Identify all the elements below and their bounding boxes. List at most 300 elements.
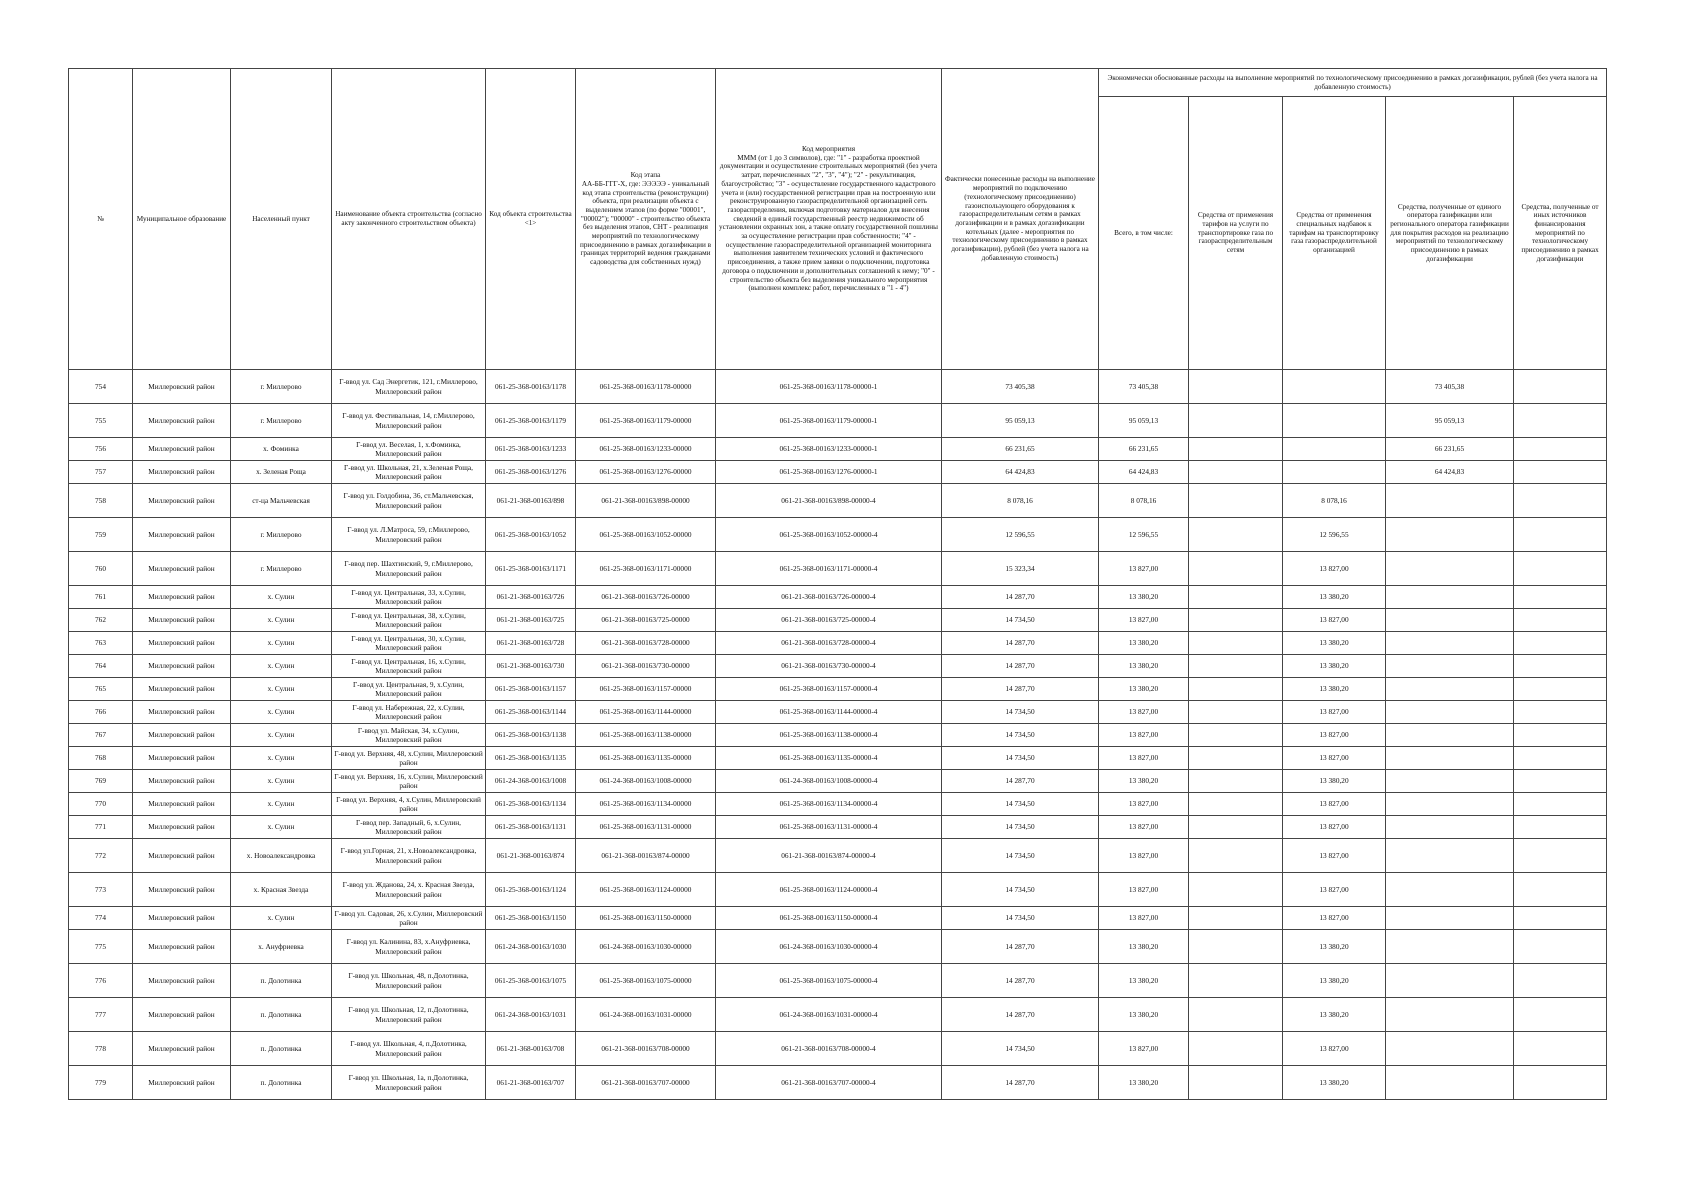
cell-num: 755: [69, 404, 133, 438]
cell-num: 775: [69, 930, 133, 964]
cell-event-code: 061-25-368-00163/1134-00000-4: [716, 793, 942, 816]
table-row: [69, 930, 1607, 964]
cell-stage-code: 061-25-368-00163/1135-00000: [576, 747, 716, 770]
cell-other-sources: [1514, 1032, 1607, 1066]
cell-other-sources: [1514, 632, 1607, 655]
cell-settlement: х. Сулин: [231, 632, 332, 655]
cell-actual-costs: 14 287,70: [942, 770, 1099, 793]
cell-total: 13 380,20: [1099, 655, 1189, 678]
cell-object-code: 061-25-368-00163/1052: [486, 518, 576, 552]
cell-object-name: Г-ввод ул. Школьная, 1а, п.Долотинка, Миллеровский район: [332, 1066, 486, 1100]
cell-actual-costs: 95 059,13: [942, 404, 1099, 438]
cell-municipality: Миллеровский район: [133, 655, 231, 678]
cell-single-operator: [1386, 873, 1514, 907]
cell-num: 768: [69, 747, 133, 770]
cell-num: 771: [69, 816, 133, 839]
cell-event-code: 061-24-368-00163/1008-00000-4: [716, 770, 942, 793]
cell-object-code: 061-21-368-00163/898: [486, 484, 576, 518]
cell-num: 754: [69, 370, 133, 404]
cell-municipality: Миллеровский район: [133, 964, 231, 998]
table-row: [69, 586, 1607, 609]
cell-actual-costs: 14 287,70: [942, 655, 1099, 678]
cell-event-code: 061-25-368-00163/1135-00000-4: [716, 747, 942, 770]
cell-total: 13 827,00: [1099, 839, 1189, 873]
cell-settlement: г. Миллерово: [231, 404, 332, 438]
cell-stage-code: 061-25-368-00163/1131-00000: [576, 816, 716, 839]
cell-settlement: г. Миллерово: [231, 552, 332, 586]
cell-settlement: х. Сулин: [231, 793, 332, 816]
cell-single-operator: 66 231,65: [1386, 438, 1514, 461]
cell-special-markup: [1283, 461, 1386, 484]
cell-actual-costs: 14 287,70: [942, 964, 1099, 998]
cell-total: 13 827,00: [1099, 907, 1189, 930]
cell-actual-costs: 14 734,50: [942, 724, 1099, 747]
cell-object-name: Г-ввод ул. Л.Матроса, 59, г.Миллерово, Миллеровский район: [332, 518, 486, 552]
col-object-name-header: Наименование объекта строительства (согласно акту законченного строительством объекта): [332, 69, 486, 370]
cell-stage-code: 061-25-368-00163/1134-00000: [576, 793, 716, 816]
cell-municipality: Миллеровский район: [133, 998, 231, 1032]
cell-actual-costs: 14 734,50: [942, 839, 1099, 873]
cell-tariff: [1189, 873, 1283, 907]
cell-actual-costs: 14 734,50: [942, 701, 1099, 724]
cell-tariff: [1189, 964, 1283, 998]
cell-single-operator: 73 405,38: [1386, 370, 1514, 404]
cell-object-code: 061-21-368-00163/874: [486, 839, 576, 873]
cell-object-name: Г-ввод ул. Верхняя, 48, х.Сулин, Миллеровский район: [332, 747, 486, 770]
table-row: [69, 747, 1607, 770]
cell-special-markup: 13 827,00: [1283, 609, 1386, 632]
cell-actual-costs: 14 734,50: [942, 816, 1099, 839]
cell-settlement: х. Сулин: [231, 907, 332, 930]
cell-special-markup: 13 380,20: [1283, 998, 1386, 1032]
cell-event-code: 061-25-368-00163/1131-00000-4: [716, 816, 942, 839]
cell-special-markup: 13 827,00: [1283, 793, 1386, 816]
cell-object-name: Г-ввод ул. Голдобина, 36, ст.Мальчевская, Миллеровский район: [332, 484, 486, 518]
cell-object-name: Г-ввод пер. Западный, 6, х.Сулин, Миллеровский район: [332, 816, 486, 839]
cell-tariff: [1189, 839, 1283, 873]
cell-stage-code: 061-25-368-00163/1276-00000: [576, 461, 716, 484]
cell-event-code: 061-25-368-00163/1124-00000-4: [716, 873, 942, 907]
cell-stage-code: 061-25-368-00163/1138-00000: [576, 724, 716, 747]
cell-settlement: г. Миллерово: [231, 518, 332, 552]
cell-total: 13 380,20: [1099, 964, 1189, 998]
cell-other-sources: [1514, 701, 1607, 724]
cell-other-sources: [1514, 816, 1607, 839]
cell-municipality: Миллеровский район: [133, 930, 231, 964]
cell-event-code: 061-21-368-00163/725-00000-4: [716, 609, 942, 632]
cell-num: 766: [69, 701, 133, 724]
col-single-operator-header: Средства, полученные от единого оператора газификации или регионального оператора газификации для покрытия расходов на реализацию мероприятий по технологическому присоединению в рамках догазификации: [1386, 97, 1514, 370]
cell-num: 756: [69, 438, 133, 461]
cell-other-sources: [1514, 724, 1607, 747]
cell-stage-code: 061-25-368-00163/1157-00000: [576, 678, 716, 701]
cell-single-operator: [1386, 770, 1514, 793]
cell-stage-code: 061-24-368-00163/1031-00000: [576, 998, 716, 1032]
cell-object-name: Г-ввод ул. Центральная, 9, х.Сулин, Миллеровский район: [332, 678, 486, 701]
cell-special-markup: 13 827,00: [1283, 552, 1386, 586]
cell-single-operator: [1386, 586, 1514, 609]
cell-single-operator: [1386, 518, 1514, 552]
cell-other-sources: [1514, 770, 1607, 793]
cell-municipality: Миллеровский район: [133, 404, 231, 438]
cell-single-operator: [1386, 552, 1514, 586]
col-stage-code-header: Код этапа АА-ББ-ГГГ-Х, где: ЭЭЭЭЭ - уникальный код этапа строительства (реконструкции) объекта, при реализации объекта с выделением этапов (по форме "00001", "00002"); "00000" - строительство объекта без выделения этапов, СНТ - реализация мероприятий по технологическому присоединению в рамках догазификации в границах территорий ведения гражданами садоводства для собственных нужд): [576, 69, 716, 370]
table-row: [69, 998, 1607, 1032]
cell-tariff: [1189, 518, 1283, 552]
cell-single-operator: 95 059,13: [1386, 404, 1514, 438]
cell-tariff: [1189, 552, 1283, 586]
cell-actual-costs: 66 231,65: [942, 438, 1099, 461]
cell-settlement: х. Сулин: [231, 701, 332, 724]
cell-settlement: х. Сулин: [231, 586, 332, 609]
cell-stage-code: 061-25-368-00163/1144-00000: [576, 701, 716, 724]
cell-num: 761: [69, 586, 133, 609]
col-settlement-header: Населенный пункт: [231, 69, 332, 370]
cell-settlement: п. Долотинка: [231, 1066, 332, 1100]
table-row: [69, 816, 1607, 839]
cell-stage-code: 061-24-368-00163/1008-00000: [576, 770, 716, 793]
table-row: [69, 1032, 1607, 1066]
cell-single-operator: [1386, 793, 1514, 816]
cell-object-code: 061-21-368-00163/708: [486, 1032, 576, 1066]
cell-total: 13 380,20: [1099, 586, 1189, 609]
table-row: [69, 873, 1607, 907]
cell-object-name: Г-ввод ул. Веселая, 1, х.Фоминка, Миллеровский район: [332, 438, 486, 461]
cell-event-code: 061-21-368-00163/898-00000-4: [716, 484, 942, 518]
cell-object-name: Г-ввод ул. Школьная, 4, п.Долотинка, Миллеровский район: [332, 1032, 486, 1066]
table-row: [69, 655, 1607, 678]
col-actual-costs-header: Фактически понесенные расходы на выполнение мероприятий по подключению (технологическому присоединению) газоиспользующего оборудования к газораспределительным сетям в рамках догазификации и в рамках догазификации котельных (далее - мероприятия по технологическому присоединению в рамках догазификации), рублей (без учета налога на добавленную стоимость): [942, 69, 1099, 370]
document-page: [68, 68, 1607, 1100]
cell-stage-code: 061-21-368-00163/708-00000: [576, 1032, 716, 1066]
cell-object-name: Г-ввод ул. Набережная, 22, х.Сулин, Миллеровский район: [332, 701, 486, 724]
cell-object-code: 061-25-368-00163/1150: [486, 907, 576, 930]
cell-special-markup: 13 380,20: [1283, 586, 1386, 609]
cell-num: 779: [69, 1066, 133, 1100]
cell-stage-code: 061-25-368-00163/1179-00000: [576, 404, 716, 438]
cell-total: 13 827,00: [1099, 793, 1189, 816]
cell-tariff: [1189, 609, 1283, 632]
cell-special-markup: 13 380,20: [1283, 1066, 1386, 1100]
cell-municipality: Миллеровский район: [133, 461, 231, 484]
cell-tariff: [1189, 724, 1283, 747]
cell-special-markup: 13 827,00: [1283, 873, 1386, 907]
cell-stage-code: 061-25-368-00163/1075-00000: [576, 964, 716, 998]
cell-tariff: [1189, 370, 1283, 404]
cell-settlement: х. Красная Звезда: [231, 873, 332, 907]
cell-actual-costs: 14 734,50: [942, 1032, 1099, 1066]
cell-total: 73 405,38: [1099, 370, 1189, 404]
cell-total: 66 231,65: [1099, 438, 1189, 461]
table-row: [69, 484, 1607, 518]
cell-tariff: [1189, 770, 1283, 793]
cell-object-name: Г-ввод ул. Школьная, 21, х.Зеленая Роща, Миллеровский район: [332, 461, 486, 484]
cell-tariff: [1189, 655, 1283, 678]
cell-object-code: 061-21-368-00163/707: [486, 1066, 576, 1100]
cell-actual-costs: 14 287,70: [942, 1066, 1099, 1100]
cell-settlement: п. Долотинка: [231, 998, 332, 1032]
cell-total: 13 827,00: [1099, 1032, 1189, 1066]
col-other-sources-header: Средства, полученные от иных источников финансирования мероприятий по технологическому присоединению в рамках догазификации: [1514, 97, 1607, 370]
cell-other-sources: [1514, 484, 1607, 518]
cell-stage-code: 061-24-368-00163/1030-00000: [576, 930, 716, 964]
cell-object-name: Г-ввод ул. Верхняя, 4, х.Сулин, Миллеровский район: [332, 793, 486, 816]
table-row: [69, 438, 1607, 461]
cell-tariff: [1189, 678, 1283, 701]
cell-num: 772: [69, 839, 133, 873]
cell-municipality: Миллеровский район: [133, 586, 231, 609]
cell-event-code: 061-25-368-00163/1179-00000-1: [716, 404, 942, 438]
cell-settlement: х. Сулин: [231, 770, 332, 793]
cell-other-sources: [1514, 930, 1607, 964]
cell-municipality: Миллеровский район: [133, 816, 231, 839]
cell-other-sources: [1514, 1066, 1607, 1100]
cell-object-name: Г-ввод ул. Центральная, 16, х.Сулин, Миллеровский район: [332, 655, 486, 678]
cell-total: 13 380,20: [1099, 632, 1189, 655]
cell-object-code: 061-25-368-00163/1131: [486, 816, 576, 839]
cell-num: 776: [69, 964, 133, 998]
cell-special-markup: 12 596,55: [1283, 518, 1386, 552]
cell-object-code: 061-21-368-00163/725: [486, 609, 576, 632]
cell-single-operator: [1386, 839, 1514, 873]
cell-single-operator: [1386, 816, 1514, 839]
col-econ-group-header: Экономически обоснованные расходы на выполнение мероприятий по технологическому присоединению в рамках догазификации, рублей (без учета налога на добавленную стоимость): [1099, 69, 1607, 97]
cell-event-code: 061-21-368-00163/874-00000-4: [716, 839, 942, 873]
cell-object-code: 061-25-368-00163/1178: [486, 370, 576, 404]
cell-single-operator: [1386, 609, 1514, 632]
cell-event-code: 061-21-368-00163/708-00000-4: [716, 1032, 942, 1066]
cell-total: 13 827,00: [1099, 552, 1189, 586]
cell-total: 13 380,20: [1099, 998, 1189, 1032]
cell-settlement: х. Сулин: [231, 678, 332, 701]
cell-tariff: [1189, 586, 1283, 609]
cell-total: 13 380,20: [1099, 1066, 1189, 1100]
cell-event-code: 061-24-368-00163/1030-00000-4: [716, 930, 942, 964]
cell-single-operator: [1386, 484, 1514, 518]
cell-actual-costs: 14 287,70: [942, 930, 1099, 964]
cell-single-operator: [1386, 998, 1514, 1032]
cell-settlement: п. Долотинка: [231, 964, 332, 998]
cell-object-name: Г-ввод ул. Сад Энергетик, 121, г.Миллерово, Миллеровский район: [332, 370, 486, 404]
cell-object-code: 061-25-368-00163/1276: [486, 461, 576, 484]
cell-tariff: [1189, 998, 1283, 1032]
table-row: [69, 632, 1607, 655]
cell-event-code: 061-25-368-00163/1171-00000-4: [716, 552, 942, 586]
cell-special-markup: [1283, 370, 1386, 404]
cell-other-sources: [1514, 747, 1607, 770]
cell-total: 95 059,13: [1099, 404, 1189, 438]
cell-object-code: 061-24-368-00163/1031: [486, 998, 576, 1032]
cell-object-code: 061-25-368-00163/1144: [486, 701, 576, 724]
cell-single-operator: [1386, 632, 1514, 655]
cell-stage-code: 061-25-368-00163/1178-00000: [576, 370, 716, 404]
col-object-code-header: Код объекта строительства <1>: [486, 69, 576, 370]
cell-single-operator: [1386, 907, 1514, 930]
cell-other-sources: [1514, 552, 1607, 586]
cell-actual-costs: 14 287,70: [942, 678, 1099, 701]
cell-tariff: [1189, 907, 1283, 930]
table-row: [69, 907, 1607, 930]
cell-total: 13 380,20: [1099, 770, 1189, 793]
cell-municipality: Миллеровский район: [133, 873, 231, 907]
col-total-header: Всего, в том числе:: [1099, 97, 1189, 370]
cell-actual-costs: 14 734,50: [942, 609, 1099, 632]
cell-total: 64 424,83: [1099, 461, 1189, 484]
cell-object-code: 061-25-368-00163/1138: [486, 724, 576, 747]
cell-event-code: 061-25-368-00163/1052-00000-4: [716, 518, 942, 552]
cell-municipality: Миллеровский район: [133, 632, 231, 655]
cell-total: 13 827,00: [1099, 873, 1189, 907]
cell-municipality: Миллеровский район: [133, 701, 231, 724]
cell-other-sources: [1514, 873, 1607, 907]
cell-total: 13 380,20: [1099, 678, 1189, 701]
cell-object-code: 061-25-368-00163/1124: [486, 873, 576, 907]
cell-num: 760: [69, 552, 133, 586]
cell-object-code: 061-25-368-00163/1075: [486, 964, 576, 998]
cell-actual-costs: 12 596,55: [942, 518, 1099, 552]
cell-total: 13 380,20: [1099, 930, 1189, 964]
cell-num: 769: [69, 770, 133, 793]
cell-settlement: г. Миллерово: [231, 370, 332, 404]
cell-special-markup: 13 827,00: [1283, 839, 1386, 873]
table-row: [69, 609, 1607, 632]
cell-other-sources: [1514, 655, 1607, 678]
cell-settlement: х. Новоалександровка: [231, 839, 332, 873]
cell-stage-code: 061-25-368-00163/1233-00000: [576, 438, 716, 461]
cell-object-code: 061-21-368-00163/726: [486, 586, 576, 609]
cell-total: 13 827,00: [1099, 724, 1189, 747]
cell-event-code: 061-25-368-00163/1178-00000-1: [716, 370, 942, 404]
cell-stage-code: 061-25-368-00163/1052-00000: [576, 518, 716, 552]
cell-municipality: Миллеровский район: [133, 678, 231, 701]
cell-settlement: х. Ануфриевка: [231, 930, 332, 964]
cell-special-markup: 13 380,20: [1283, 930, 1386, 964]
cell-single-operator: [1386, 930, 1514, 964]
cell-special-markup: 13 380,20: [1283, 964, 1386, 998]
cell-other-sources: [1514, 586, 1607, 609]
cell-total: 13 827,00: [1099, 816, 1189, 839]
cell-total: 8 078,16: [1099, 484, 1189, 518]
col-tariff-header: Средства от применения тарифов на услуги по транспортировке газа по газораспределительным сетям: [1189, 97, 1283, 370]
cell-object-name: Г-ввод ул. Майская, 34, х.Сулин, Миллеровский район: [332, 724, 486, 747]
cell-total: 12 596,55: [1099, 518, 1189, 552]
cell-special-markup: 13 827,00: [1283, 1032, 1386, 1066]
cell-num: 777: [69, 998, 133, 1032]
cell-actual-costs: 8 078,16: [942, 484, 1099, 518]
col-special-markup-header: Средства от применения специальных надбавок к тарифам на транспортировку газа газораспределительной организацией: [1283, 97, 1386, 370]
cell-num: 764: [69, 655, 133, 678]
cell-object-code: 061-25-368-00163/1179: [486, 404, 576, 438]
cell-municipality: Миллеровский район: [133, 724, 231, 747]
cell-special-markup: 13 380,20: [1283, 632, 1386, 655]
cell-stage-code: 061-25-368-00163/1150-00000: [576, 907, 716, 930]
cell-object-name: Г-ввод ул. Центральная, 38, х.Сулин, Миллеровский район: [332, 609, 486, 632]
cell-special-markup: 13 827,00: [1283, 747, 1386, 770]
cell-num: 758: [69, 484, 133, 518]
cell-tariff: [1189, 461, 1283, 484]
cell-total: 13 827,00: [1099, 747, 1189, 770]
cell-object-name: Г-ввод ул. Школьная, 12, п.Долотинка, Миллеровский район: [332, 998, 486, 1032]
cell-stage-code: 061-21-368-00163/725-00000: [576, 609, 716, 632]
cell-tariff: [1189, 930, 1283, 964]
cell-special-markup: 13 827,00: [1283, 907, 1386, 930]
cell-tariff: [1189, 1032, 1283, 1066]
cell-single-operator: [1386, 701, 1514, 724]
cell-settlement: ст-ца Мальчевская: [231, 484, 332, 518]
cell-single-operator: [1386, 1066, 1514, 1100]
cell-object-code: 061-25-368-00163/1135: [486, 747, 576, 770]
cell-num: 770: [69, 793, 133, 816]
cell-num: 767: [69, 724, 133, 747]
cell-other-sources: [1514, 518, 1607, 552]
cell-object-name: Г-ввод ул. Жданова, 24, х. Красная Звезда, Миллеровский район: [332, 873, 486, 907]
cell-num: 773: [69, 873, 133, 907]
cell-municipality: Миллеровский район: [133, 793, 231, 816]
cell-object-code: 061-25-368-00163/1134: [486, 793, 576, 816]
cell-stage-code: 061-21-368-00163/874-00000: [576, 839, 716, 873]
cell-actual-costs: 73 405,38: [942, 370, 1099, 404]
cell-actual-costs: 14 734,50: [942, 747, 1099, 770]
cell-special-markup: 13 827,00: [1283, 816, 1386, 839]
cell-tariff: [1189, 747, 1283, 770]
cell-settlement: п. Долотинка: [231, 1032, 332, 1066]
cell-other-sources: [1514, 404, 1607, 438]
gasification-costs-table: [68, 68, 1607, 1100]
cell-actual-costs: 14 734,50: [942, 793, 1099, 816]
cell-other-sources: [1514, 438, 1607, 461]
table-row: [69, 701, 1607, 724]
cell-stage-code: 061-21-368-00163/728-00000: [576, 632, 716, 655]
cell-num: 759: [69, 518, 133, 552]
cell-other-sources: [1514, 964, 1607, 998]
cell-object-name: Г-ввод пер. Шахтинский, 9, г.Миллерово, Миллеровский район: [332, 552, 486, 586]
table-row: [69, 404, 1607, 438]
cell-municipality: Миллеровский район: [133, 770, 231, 793]
cell-single-operator: [1386, 964, 1514, 998]
table-row: [69, 678, 1607, 701]
cell-settlement: х. Сулин: [231, 724, 332, 747]
cell-event-code: 061-25-368-00163/1138-00000-4: [716, 724, 942, 747]
cell-settlement: х. Фоминка: [231, 438, 332, 461]
cell-tariff: [1189, 793, 1283, 816]
cell-other-sources: [1514, 907, 1607, 930]
table-row: [69, 461, 1607, 484]
table-row: [69, 370, 1607, 404]
col-event-code-header: Код мероприятия МММ (от 1 до 3 символов), где: "1" - разработка проектной документации и осуществление строительных мероприятий (без учета затрат, перечисленных "2", "3", "4"); "2" - рекультивация, благоустройство; "3" - осуществление государственного кадастрового учета и (или) государственной регистрации прав на построенную или реконструированную газораспределительной организацией сеть газораспределения, включая подготовку материалов для внесения сведений в единый государственный реестр недвижимости об установлении охранных зон, а также оплату государственной пошлины за осуществление регистрации прав собственности; "4" - осуществление газораспределительной организацией мониторинга выполнения заявителем технических условий и фактического присоединения, а также прием заявки о подключении, подготовка договора о подключении и дополнительных соглашений к нему; "0" - строительство объекта без выделения уникального мероприятия (выполнен комплекс работ, перечисленных в "1 - 4"): [716, 69, 942, 370]
cell-special-markup: 13 380,20: [1283, 770, 1386, 793]
cell-other-sources: [1514, 998, 1607, 1032]
cell-stage-code: 061-21-368-00163/730-00000: [576, 655, 716, 678]
cell-event-code: 061-24-368-00163/1031-00000-4: [716, 998, 942, 1032]
cell-object-name: Г-ввод ул.Горная, 21, х.Новоалександровка, Миллеровский район: [332, 839, 486, 873]
cell-tariff: [1189, 816, 1283, 839]
cell-event-code: 061-25-368-00163/1075-00000-4: [716, 964, 942, 998]
cell-municipality: Миллеровский район: [133, 1066, 231, 1100]
cell-settlement: х. Сулин: [231, 609, 332, 632]
cell-other-sources: [1514, 678, 1607, 701]
cell-stage-code: 061-21-368-00163/707-00000: [576, 1066, 716, 1100]
cell-other-sources: [1514, 370, 1607, 404]
cell-tariff: [1189, 484, 1283, 518]
cell-single-operator: 64 424,83: [1386, 461, 1514, 484]
cell-event-code: 061-25-368-00163/1150-00000-4: [716, 907, 942, 930]
cell-total: 13 827,00: [1099, 701, 1189, 724]
cell-num: 757: [69, 461, 133, 484]
table-row: [69, 793, 1607, 816]
cell-municipality: Миллеровский район: [133, 484, 231, 518]
cell-settlement: х. Сулин: [231, 655, 332, 678]
cell-object-name: Г-ввод ул. Садовая, 26, х.Сулин, Миллеровский район: [332, 907, 486, 930]
